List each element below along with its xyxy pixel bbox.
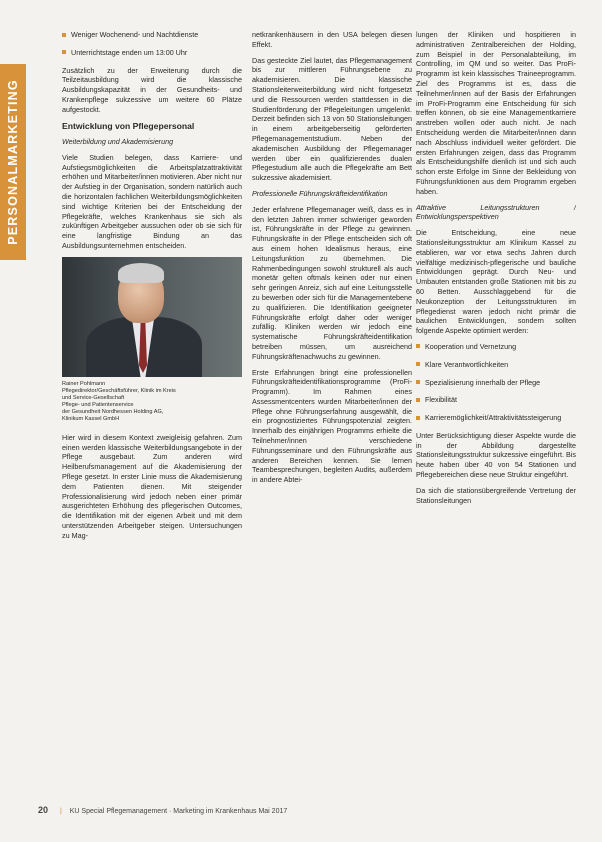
caption-line: Pflege- und Patientenservice (62, 401, 134, 408)
bullet-list-benefits (62, 30, 242, 58)
bullet-item: Flexibilität (416, 395, 576, 405)
photo-caption (62, 381, 242, 423)
caption-line: Klinikum Kassel GmbH (62, 415, 120, 422)
subheading: Attraktive Leitungsstrukturen / Entwicklungsperspektiven (416, 202, 576, 222)
page-number: 20 (38, 805, 49, 815)
paragraph: Unter Berücksichtigung dieser Aspekte wurde die in der Abbildung dargestellte Stationsleitungsstruktur sukzessive eingeführt. Bis heute haben über 40 von 54 Stationen und Pflegebereichen diese neue Struktur eingeführt. (416, 430, 576, 480)
caption-line: und Service-Gesellschaft (62, 394, 125, 401)
section-heading: Entwicklung von Pflegepersonal (62, 120, 195, 131)
footer-text: KU Special Pflegemanagement · Marketing im Krankenhaus Mai 2017 (69, 808, 288, 815)
column-2 (252, 30, 412, 816)
column-1 (59, 30, 242, 816)
section-tab (0, 64, 26, 260)
paragraph: lungen der Kliniken und hospitieren in administrativen Zentralbereichen der Holding, zum Beispiel in der Personalabteilung, im Controlling, im QM und so weiter. Das ProFi-Programm ist kein klassisches Traineeprogramm. Ziel des Programms ist es, dass die Teilnehmer/innen auf der Basis der Erfahrungen im ProFi-Programm eine Entscheidung für sich treffen können, ob sie eine Managementkarriere anstreben wollen oder auch nicht. Je nach Entscheidung werden die Mitarbeiter/innen dann nach Abschluss individuell weiter gefördert. Die ersten Erfahrungen zeigen, dass das Programm als Entscheidungshilfe dienlich ist und sich auch schon erste Erfolge im Sinne der Bekleidung von Führungsfunktionen aus dem Programm ergeben haben. (416, 30, 576, 196)
paragraph: Viele Studien belegen, dass Karriere- und Aufstiegsmöglichkeiten die Arbeitsplatzattraktivität erhöhen und Mitarbeiter/innen motivieren. Aber nicht nur der Aufstieg in der Organisation, sondern natürlich auch die horizontalen fachlichen Weiterbildungsmöglichkeiten sind wichtige Kriterien bei der Entscheidung der Pflegekräfte, welches Krankenhaus sie sich als zukünftigen Arbeitgeber aussuchen oder ob sie sich für eine langfristige Bindung an das Ausbildungsunternehmen entscheiden. (62, 152, 242, 251)
bullet-item: Unterrichtstage enden um 13:00 Uhr (62, 48, 242, 58)
bullet-item: Spezialisierung innerhalb der Pflege (416, 378, 576, 388)
paragraph: Da sich die stationsübergreifende Vertretung der Stationsleitungen (416, 485, 576, 505)
paragraph: Das gesteckte Ziel lautet, das Pflegemanagement bis zur mittleren Führungsebene zu akademisieren. Die klassische Stationsleiterweiterbildung wird nicht fortgesetzt und die Ressourcen werden stattdessen in die Studienförderung der Pflegeleitungen umgelenkt. Derzeit befinden sich 13 von 50 Stationsleitungen in einem arbeitgeberseitig geförderten Pflegemanagementstudium. Neben der akademischen Ausbildung der Pflegemanager werden über ein qualifizierendes dualen Pflegestudium alle auch die Pflegekräfte am Bett sukzessive akademisiert. (252, 55, 412, 183)
caption-line: Rainer Pohlmann (62, 380, 106, 387)
page-footer (38, 805, 287, 815)
paragraph: Zusätzlich zu der Erweiterung durch die Teilzeitausbildung wird die klassische Ausbildungskapazität in der Gesundheits- und Krankenpflege sukzessive um weitere 60 Plätze aufgestockt. (62, 65, 242, 114)
footer-separator: | (59, 808, 62, 815)
bullet-item: Klare Verantwortlichkeiten (416, 360, 576, 370)
paragraph: Die Entscheidung, eine neue Stationsleitungsstruktur am Klinikum Kassel zu etablieren, war vor etwa sechs Jahren durch vielfältige medizinisch-pflegerische und bauliche Entwicklungen geprägt. Durch Neu- und Umbauten entstanden große Stationen mit bis zu 60 Betten. Ausschlaggebend für die Neukonzeption der Leitungsstrukturen im Pflegedienst waren jedoch nicht primär die baulichen Entwicklungen, sondern sollten folgende Aspekte optimiert werden: (416, 228, 576, 336)
section-tab-label: PERSONALMARKETING (6, 79, 20, 245)
caption-line: Pflegedirektor/Geschäftsführer, Klinik im Kreis (62, 387, 176, 394)
subheading: Professionelle Führungskräfteidentifikation (252, 188, 388, 198)
bullet-item: Weniger Wochenend- und Nachtdienste (62, 30, 242, 40)
portrait-photo (62, 257, 242, 377)
subheading: Weiterbildung und Akademisierung (62, 137, 174, 147)
column-3 (416, 30, 576, 816)
paragraph: netkrankenhäusern in den USA belegen diesen Effekt. (252, 30, 412, 49)
bullet-item: Karrieremöglichkeit/Attraktivitätssteigerung (416, 413, 576, 423)
bullet-item: Kooperation und Vernetzung (416, 342, 576, 352)
caption-line: der Gesundheit Nordhessen Holding AG, (62, 408, 164, 415)
paragraph: Hier wird in diesem Kontext zweigleisig gefahren. Zum einen werden klassische Weiterbildungsangebote in der Pflege ausgebaut. Zum anderen wird Heilberufsmanagement auf die Akademisierung der Pflege gesetzt. In erster Linie muss die Akademisierung dem Patienten dienen. Mit steigender Professionalisierung wird jedoch neben einer primär ausgerichteten Erhöhung des pflegerischen Outcomes, die Identifikation mit der eigenen Arbeit und mit dem unterstützenden Arbeitgeber steigen. Untersuchungen zu Mag- (62, 432, 242, 540)
paragraph: Jeder erfahrene Pflegemanager weiß, dass es in den letzten Jahren immer schwieriger geworden ist, Führungskräfte in der Pflege zu gewinnen. Führungskräfte in der Pflege entscheiden sich oft aus einem hohen Idealismus heraus, eine Leitungsfunktion zu übernehmen. Die Rahmenbedingungen sowohl strukturell als auch monetär gelten oftmals keinen oder nur einen sehr geringen Anreiz, sich auf eine Leitungsstelle zu bewerben oder sich für die Managementebene zu qualifizieren. Die Identifikation geeigneter Führungskräfte erfolgt daher oder weniger zufällig. Kliniken werden wir jedoch eine systematische Führungskräfteidentifikation betreiben müssen, um ausreichend Führungskräftenachwuchs zu gewinnen. (252, 204, 412, 361)
paragraph: Erste Erfahrungen bringt eine professionellen Führungskräfteidentifikationsprogramme (ProFi-Programm). Im Rahmen eines Assessmentcenters wurden Mitarbeiter/innen der Pflege ohne Führungserfahrung ausgewählt, die ein prognostiziertes Führungspotenzial zeigten. Innerhalb des einjährigen Programms erhielte die Teilnehmer/innen verschiedene Führungsseminare und den Führungskräfte aus anderen Bereichen kennen. Sie lernen Teambesprechungen, begleiten Audits, außerdem in andere Abtei- (252, 367, 412, 485)
bullet-list-aspects (416, 342, 576, 423)
